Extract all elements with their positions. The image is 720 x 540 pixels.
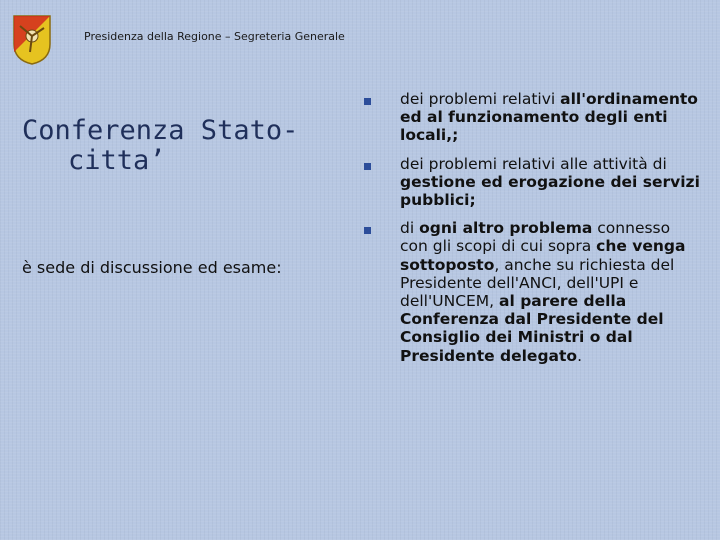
bullet-text: gestione ed erogazione dei servizi pubblici;: [400, 172, 700, 210]
bullet-item: [362, 90, 702, 145]
title-line-2: citta’: [68, 145, 166, 176]
bullet-marker-icon: [364, 227, 371, 234]
bullet-text: di: [400, 219, 420, 238]
bullet-text: .: [577, 346, 582, 365]
bullet-text: dei problemi relativi: [400, 90, 561, 108]
slide-title: [22, 116, 322, 176]
bullet-text: al parere della Conferenza dal Presidente del Consiglio dei Ministri o dal Presidente delegato: [400, 292, 664, 365]
bullet-list: [362, 90, 702, 365]
bullet-marker-icon: [364, 163, 371, 170]
header-text: Presidenza della Regione – Segreteria Generale: [84, 30, 345, 43]
bullet-text: che venga sottoposto: [400, 237, 686, 274]
bullet-item: [362, 155, 702, 210]
bullet-text: dei problemi relativi alle attività di: [400, 154, 667, 173]
bullet-text: , anche su richiesta del Presidente dell'ANCI, dell'UPI e dell'UNCEM,: [400, 255, 675, 311]
slide-subtitle: è sede di discussione ed esame:: [22, 258, 282, 277]
bullet-item: [362, 219, 702, 365]
title-line-1: Conferenza Stato-: [22, 115, 299, 146]
bullet-text: connesso con gli scopi di cui sopra: [400, 219, 671, 256]
bullet-text: all'ordinamento ed al funzionamento degli enti locali,;: [400, 90, 698, 145]
bullet-marker-icon: [364, 98, 371, 105]
bullet-text: ogni altro problema: [419, 219, 593, 238]
sicily-coat-of-arms-icon: [12, 14, 52, 66]
